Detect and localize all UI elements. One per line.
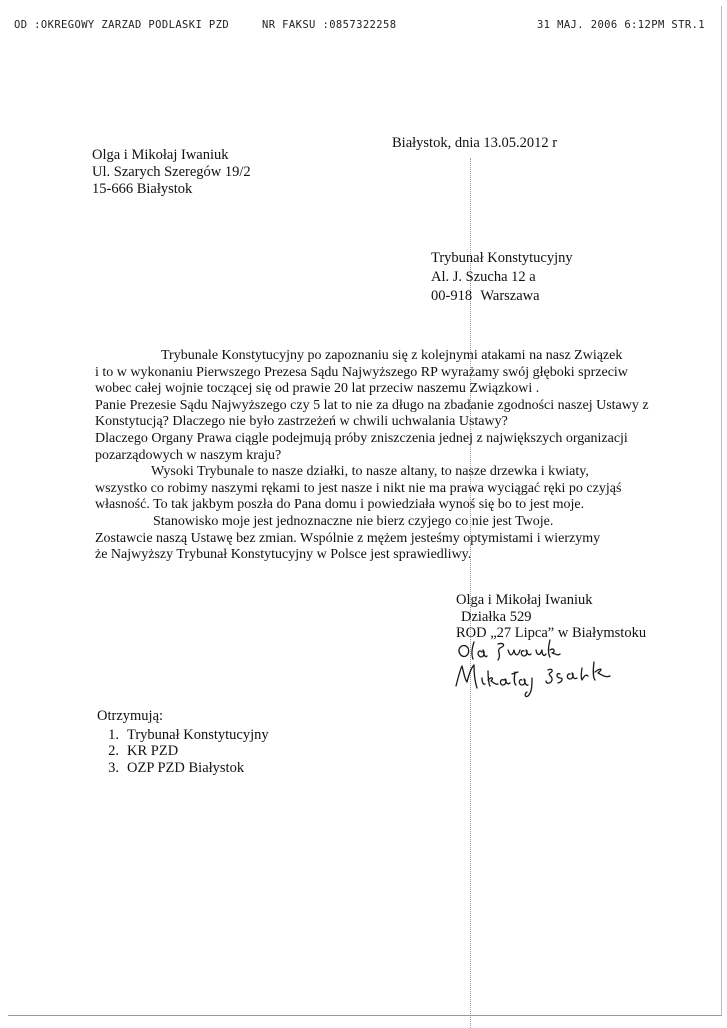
body-line: wobec całej wojnie toczącej się od prawie 20 lat przeciw naszemu Związkowi . xyxy=(95,381,540,397)
fax-datetime-page: 31 MAJ. 2006 6:12PM STR.1 xyxy=(536,19,705,31)
cc-list xyxy=(97,727,269,777)
body-line: pozarządowych w naszym kraju? xyxy=(95,447,282,463)
fax-sender-id: OD :OKREGOWY ZARZAD PODLASKI PZD xyxy=(14,19,230,31)
recipient-address xyxy=(431,249,573,306)
cc-item-label: OZP PZD Białystok xyxy=(127,759,245,776)
body-line: Wysoki Trybunale to nasze działki, to nasze altany, to nasze drzewka i kwiaty, xyxy=(151,464,589,480)
sender-city: 15-666 Białystok xyxy=(92,181,193,197)
signature-garden: ROD „27 Lipca” w Białymstoku xyxy=(456,625,647,641)
signature-block xyxy=(456,592,646,642)
recipient-name: Trybunał Konstytucyjny xyxy=(431,250,573,266)
letter-body xyxy=(95,348,695,564)
body-line: wszystko co robimy naszymi rękami to jest nasze i nikt nie ma prawa wyciągać ręki po czyjąś xyxy=(95,480,622,496)
body-line: Konstytucją? Dlaczego nie było zastrzeżeń w chwili uchwalania Ustawy? xyxy=(95,414,508,430)
recipient-city: Warszawa xyxy=(480,288,540,304)
body-line: własność. To tak jakbym poszła do Pana domu i powiedziała wynoś się bo to jest moje. xyxy=(95,497,585,513)
handwritten-signature-olga xyxy=(459,640,560,660)
signature-plot: Działka 529 xyxy=(461,608,532,625)
sender-street: Ul. Szarych Szeregów 19/2 xyxy=(92,164,251,180)
cc-item xyxy=(97,743,269,760)
sender-names: Olga i Mikołaj Iwaniuk xyxy=(92,147,229,163)
body-line: i to w wykonaniu Pierwszego Prezesa Sądu Najwyższego RP wyrażamy swój głęboki sprzeciw xyxy=(95,364,628,380)
handwritten-signatures xyxy=(452,638,632,718)
fax-number: NR FAKSU :0857322258 xyxy=(262,19,397,31)
cc-item xyxy=(97,727,269,744)
cc-item-number: 1. xyxy=(108,726,119,743)
cc-item-label: Trybunał Konstytucyjny xyxy=(127,726,269,743)
body-line: Panie Prezesie Sądu Najwyższego czy 5 lat to nie za długo na zbadanie zgodności naszej Ustawy z xyxy=(95,397,649,413)
recipient-city-line xyxy=(431,287,573,306)
recipients-list xyxy=(97,708,269,776)
sender-address xyxy=(92,147,251,198)
body-line: Stanowisko moje jest jednoznaczne nie bierz czyjego co nie jest Twoje. xyxy=(153,513,554,529)
body-line: Dlaczego Organy Prawa ciągle podejmują próby zniszczenia jednej z największych organizacji xyxy=(95,430,628,446)
body-line: Trybunale Konstytucyjny po zapoznaniu się z kolejnymi atakami na nasz Związek xyxy=(161,348,623,363)
recipient-postcode: 00-918 xyxy=(431,288,473,304)
handwritten-signature-mikolaj xyxy=(456,662,610,697)
cc-item-label: KR PZD xyxy=(127,743,179,759)
cc-item-number: 3. xyxy=(108,759,119,776)
fax-header xyxy=(14,19,705,35)
cc-item xyxy=(97,760,269,777)
recipient-street: Al. J. Szucha 12 a xyxy=(431,269,536,285)
signature-names: Olga i Mikołaj Iwaniuk xyxy=(456,592,593,608)
cc-title: Otrzymują: xyxy=(97,708,164,724)
body-line: że Najwyższy Trybunał Konstytucyjny w Polsce jest sprawiedliwy. xyxy=(95,547,472,563)
body-line: Zostawcie naszą Ustawę bez zmian. Wspólnie z mężem jesteśmy optymistami i wierzymy xyxy=(95,530,601,546)
place-date: Białystok, dnia 13.05.2012 r xyxy=(392,135,558,151)
cc-item-number: 2. xyxy=(108,743,119,759)
